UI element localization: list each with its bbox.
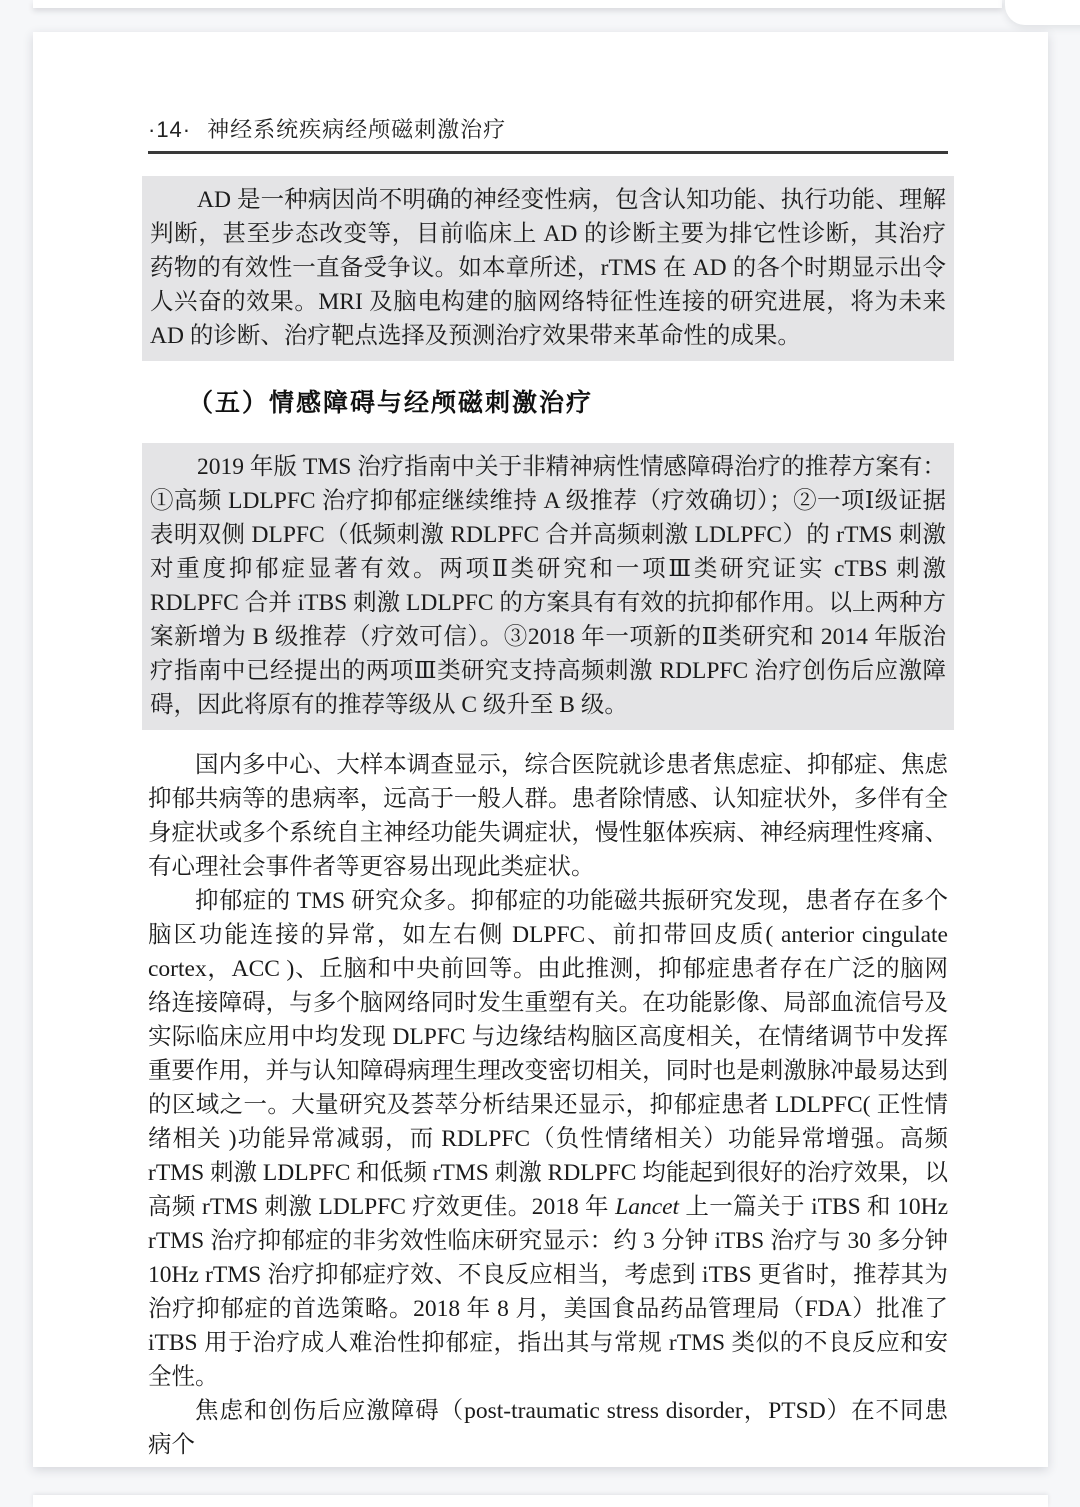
header-rule (148, 151, 948, 154)
paragraph-depression-part-b: 上一篇关于 iTBS 和 10Hz rTMS 治疗抑郁症的非劣效性临床研究显示：约 3 分钟 iTBS 治疗与 30 多分钟 10Hz rTMS 治疗抑郁症疗效、不良反应相当，考虑到 iTBS 更省时，推荐其为治疗抑郁症的首选策略。2018 年 8 月，美国食品药品管理局（FDA）批准了 iTBS 用于治疗成人难治性抑郁症，指出其与常规 rTMS 类似的不良反应和安全性。 (148, 1194, 949, 1390)
body-text (148, 748, 948, 1462)
next-page-edge (33, 1495, 1048, 1507)
floating-corner-panel[interactable] (1005, 0, 1080, 25)
book-title: 神经系统疾病经颅磁刺激治疗 (207, 117, 507, 142)
running-header (148, 118, 948, 142)
paragraph-depression-tms (148, 884, 948, 1394)
paragraph-ptsd: 焦虑和创伤后应激障碍（post-traumatic stress disorder，PTSD）在不同患病个 (148, 1398, 948, 1458)
paragraph-survey: 国内多中心、大样本调查显示，综合医院就诊患者焦虑症、抑郁症、焦虑抑郁共病等的患病率，远高于一般人群。患者除情感、认知症状外，多伴有全身症状或多个系统自主神经功能失调症状，慢性躯体疾病、神经病理性疼痛、有心理社会事件者等更容易出现此类症状。 (148, 752, 948, 880)
section-heading: （五）情感障碍与经颅磁刺激治疗 (188, 390, 594, 417)
paragraph-depression-part-a: 抑郁症的 TMS 研究众多。抑郁症的功能磁共振研究发现，患者存在多个脑区功能连接的异常，如左右侧 DLPFC、前扣带回皮质( anterior cingulate cortex，ACC )、丘脑和中央前回等。由此推测，抑郁症患者存在广泛的脑网络连接障碍，与多个脑网络同时发生重塑有关。在功能影像、局部血流信号及实际临床应用中均发现 DLPFC 与边缘结构脑区高度相关，在情绪调节中发挥重要作用，并与认知障碍病理生理改变密切相关，同时也是刺激脉冲最易达到的区域之一。大量研究及荟萃分析结果还显示，抑郁症患者 LDLPFC( 正性情绪相关 )功能异常减弱，而 RDLPFC（负性情绪相关）功能异常增强。高频 rTMS 刺激 LDLPFC 和低频 rTMS 刺激 RDLPFC 均能起到很好的治疗效果，以高频 rTMS 刺激 LDLPFC 疗效更佳。2018 年 (148, 888, 948, 1220)
page-content (33, 32, 1048, 1462)
highlighted-paragraph-guideline: 2019 年版 TMS 治疗指南中关于非精神病性情感障碍治疗的推荐方案有：①高频 LDLPFC 治疗抑郁症继续维持 A 级推荐（疗效确切）；②一项Ⅰ级证据表明双侧 DLPFC（低频刺激 RDLPFC 合并高频刺激 LDLPFC）的 rTMS 刺激对重度抑郁症显著有效。两项Ⅱ类研究和一项Ⅲ类研究证实 cTBS 刺激 RDLPFC 合并 iTBS 刺激 LDLPFC 的方案具有有效的抗抑郁作用。以上两种方案新增为 B 级推荐（疗效可信）。③2018 年一项新的Ⅱ类研究和 2014 年版治疗指南中已经提出的两项Ⅲ类研究支持高频刺激 RDLPFC 治疗创伤后应激障碍，因此将原有的推荐等级从 C 级升至 B 级。 (142, 443, 954, 730)
document-page[interactable] (33, 32, 1048, 1467)
highlighted-paragraph-ad: AD 是一种病因尚不明确的神经变性病，包含认知功能、执行功能、理解判断，甚至步态改变等，目前临床上 AD 的诊断主要为排它性诊断，其治疗药物的有效性一直备受争议。如本章所述，rTMS 在 AD 的各个时期显示出令人兴奋的效果。MRI 及脑电构建的脑网络特征性连接的研究进展，将为未来 AD 的诊断、治疗靶点选择及预测治疗效果带来革命性的成果。 (142, 176, 954, 361)
previous-page-edge (33, 0, 1002, 8)
page-number: ·14· (148, 117, 192, 142)
journal-name-lancet: Lancet (615, 1194, 680, 1220)
